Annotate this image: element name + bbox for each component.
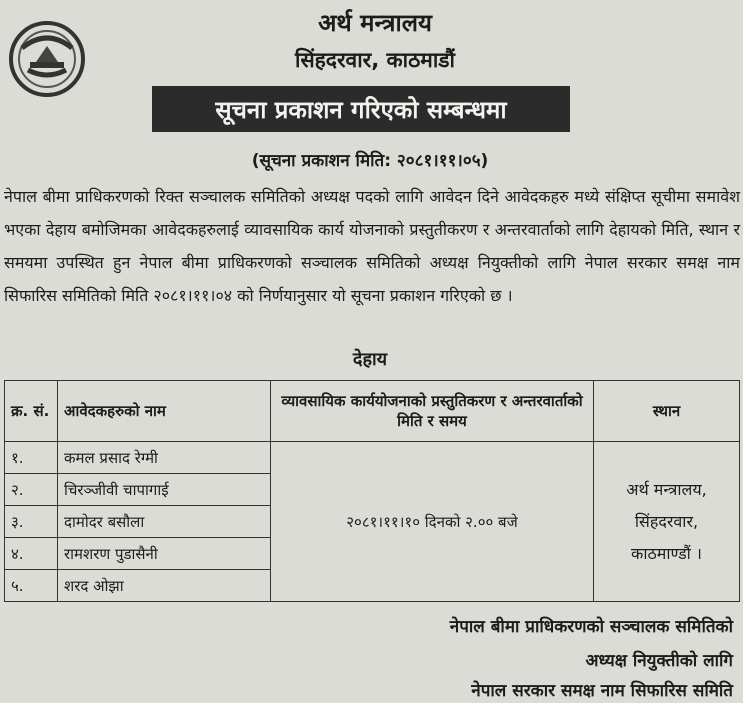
- header-place: स्थान: [594, 381, 740, 442]
- row-sn: ५.: [5, 570, 58, 602]
- signature-line-1: नेपाल बीमा प्राधिकरणको सञ्चालक समितिको: [449, 617, 733, 637]
- header-sn: क्र. सं.: [5, 381, 58, 442]
- interview-place: [594, 442, 740, 602]
- ministry-name: अर्थ मन्त्रालय: [318, 9, 432, 37]
- signature-line-2: अध्यक्ष नियुक्तीको लागि: [585, 651, 733, 671]
- row-sn: २.: [5, 474, 58, 506]
- place-line: सिंहदरवार,: [634, 511, 699, 531]
- annex-title: देहाय: [352, 349, 388, 370]
- schedule-table: [4, 380, 740, 602]
- notice-title: सूचना प्रकाशन गरिएको सम्बन्धमा: [152, 86, 570, 132]
- row-name: दामोदर बसौला: [58, 506, 271, 538]
- row-name: शरद ओझा: [58, 570, 271, 602]
- interview-datetime: २०८१।११।१० दिनको २.०० बजे: [271, 442, 594, 602]
- place-line: काठमाण्डौं ।: [631, 543, 702, 563]
- ministry-address: सिंहदरवार, काठमाडौं: [295, 48, 455, 72]
- row-sn: १.: [5, 442, 58, 474]
- row-name: चिरञ्जीवी चापागाई: [58, 474, 271, 506]
- row-sn: ३.: [5, 506, 58, 538]
- place-line: अर्थ मन्त्रालय,: [626, 479, 707, 499]
- row-sn: ४.: [5, 538, 58, 570]
- table-row: [5, 442, 740, 474]
- notice-body: नेपाल बीमा प्राधिकरणको रिक्त सञ्चालक समितिको अध्यक्ष पदको लागि आवेदन दिने आवेदकहरु मध्ये संक्षिप्त सूचीमा समावेश भएका देहाय बमोजिमका आवेदकहरुलाई व्यावसायिक कार्य योजनाको प्रस्तुतीकरण र अन्तरवार्ताको लागि देहायको मिति, स्थान र समयमा उपस्थित हुन नेपाल बीमा प्राधिकरणको सञ्चालक समितिको अध्यक्ष नियुक्तीको लागि नेपाल सरकार समक्ष नाम सिफारिस समितिको मिति २०८१।११।०४ को निर्णयानुसार यो सूचना प्रकाशन गरिएको छ ।: [4, 187, 740, 305]
- header-name: आवेदकहरुको नाम: [58, 381, 271, 442]
- signature-line-3: नेपाल सरकार समक्ष नाम सिफारिस समिति: [471, 681, 733, 701]
- header-datetime: व्यावसायिक कार्ययोजनाको प्रस्तुतिकरण र अन्तरवार्ताको मिति र समय: [271, 381, 594, 442]
- publication-date: (सूचना प्रकाशन मिति: २०८१।११।०५): [251, 151, 489, 171]
- row-name: कमल प्रसाद रेग्मी: [58, 442, 271, 474]
- nepal-emblem-icon: [6, 18, 88, 100]
- row-name: रामशरण पुडासैनी: [58, 538, 271, 570]
- table-header-row: [5, 381, 740, 442]
